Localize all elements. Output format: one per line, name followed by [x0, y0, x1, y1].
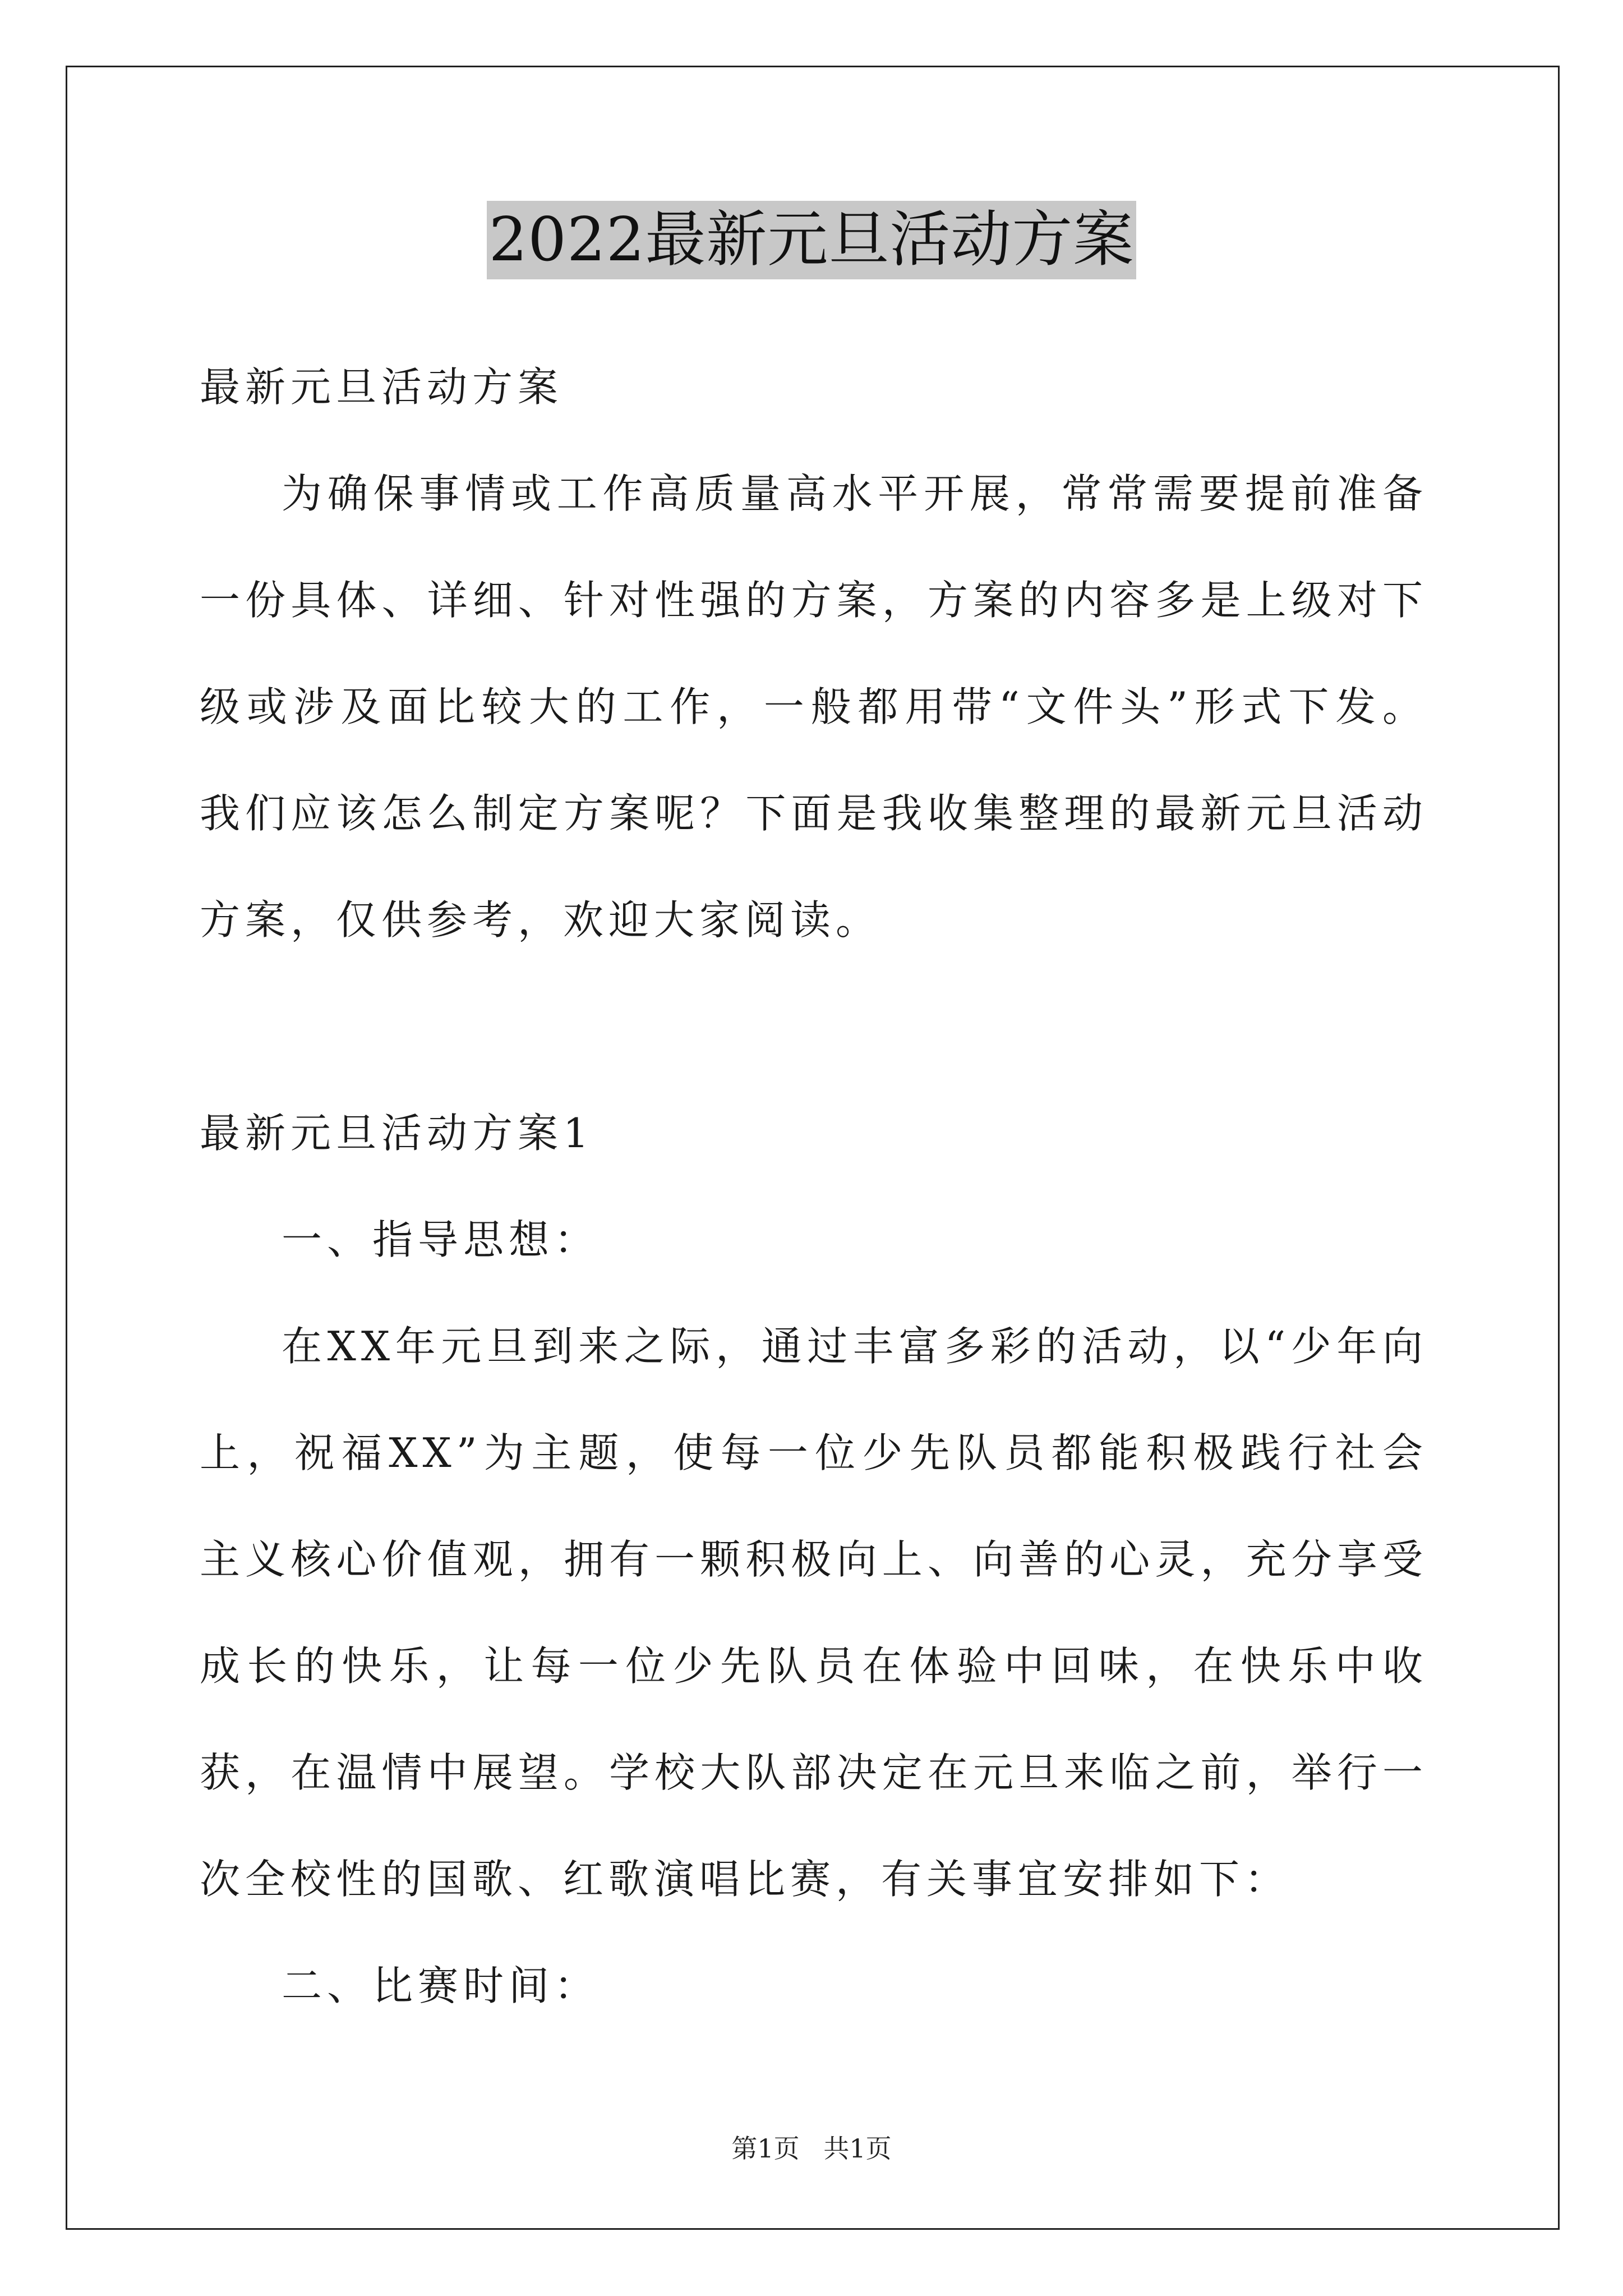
guide-heading: 一、指导思想：: [282, 1216, 600, 1263]
time-heading: 二、比赛时间：: [282, 1962, 600, 2009]
intro-paragraph: 为确保事情或工作高质量高水平开展，常常需要提前准备一份具体、详细、针对性强的方案，方案的内容多是上级对下级或涉及面比较大的工作，一般都用带“文件头”形式下发。我们应该怎么制定方案呢？下面是我收集整理的最新元旦活动方案，仅供参考，欢迎大家阅读。: [200, 470, 1428, 944]
document-title: 2022最新元旦活动方案: [487, 201, 1137, 279]
page-footer: [0, 2132, 1623, 2165]
page-total: 共1页: [823, 2133, 892, 2164]
document-subtitle: 最新元旦活动方案: [200, 364, 564, 411]
title-container: [0, 201, 1623, 279]
guide-paragraph: 在XX年元旦到来之际，通过丰富多彩的活动，以“少年向上，祝福XX”为主题，使每一位少先队员都能积极践行社会主义核心价值观，拥有一颗积极向上、向善的心灵，充分享受成长的快乐，让每一位少先队员在体验中回味，在快乐中收获，在温情中展望。学校大队部决定在元旦来临之前，举行一次全校性的国歌、红歌演唱比赛，有关事宜安排如下：: [200, 1323, 1428, 1903]
page-number: 第1页: [731, 2133, 800, 2164]
section-heading: 最新元旦活动方案1: [200, 1110, 594, 1157]
